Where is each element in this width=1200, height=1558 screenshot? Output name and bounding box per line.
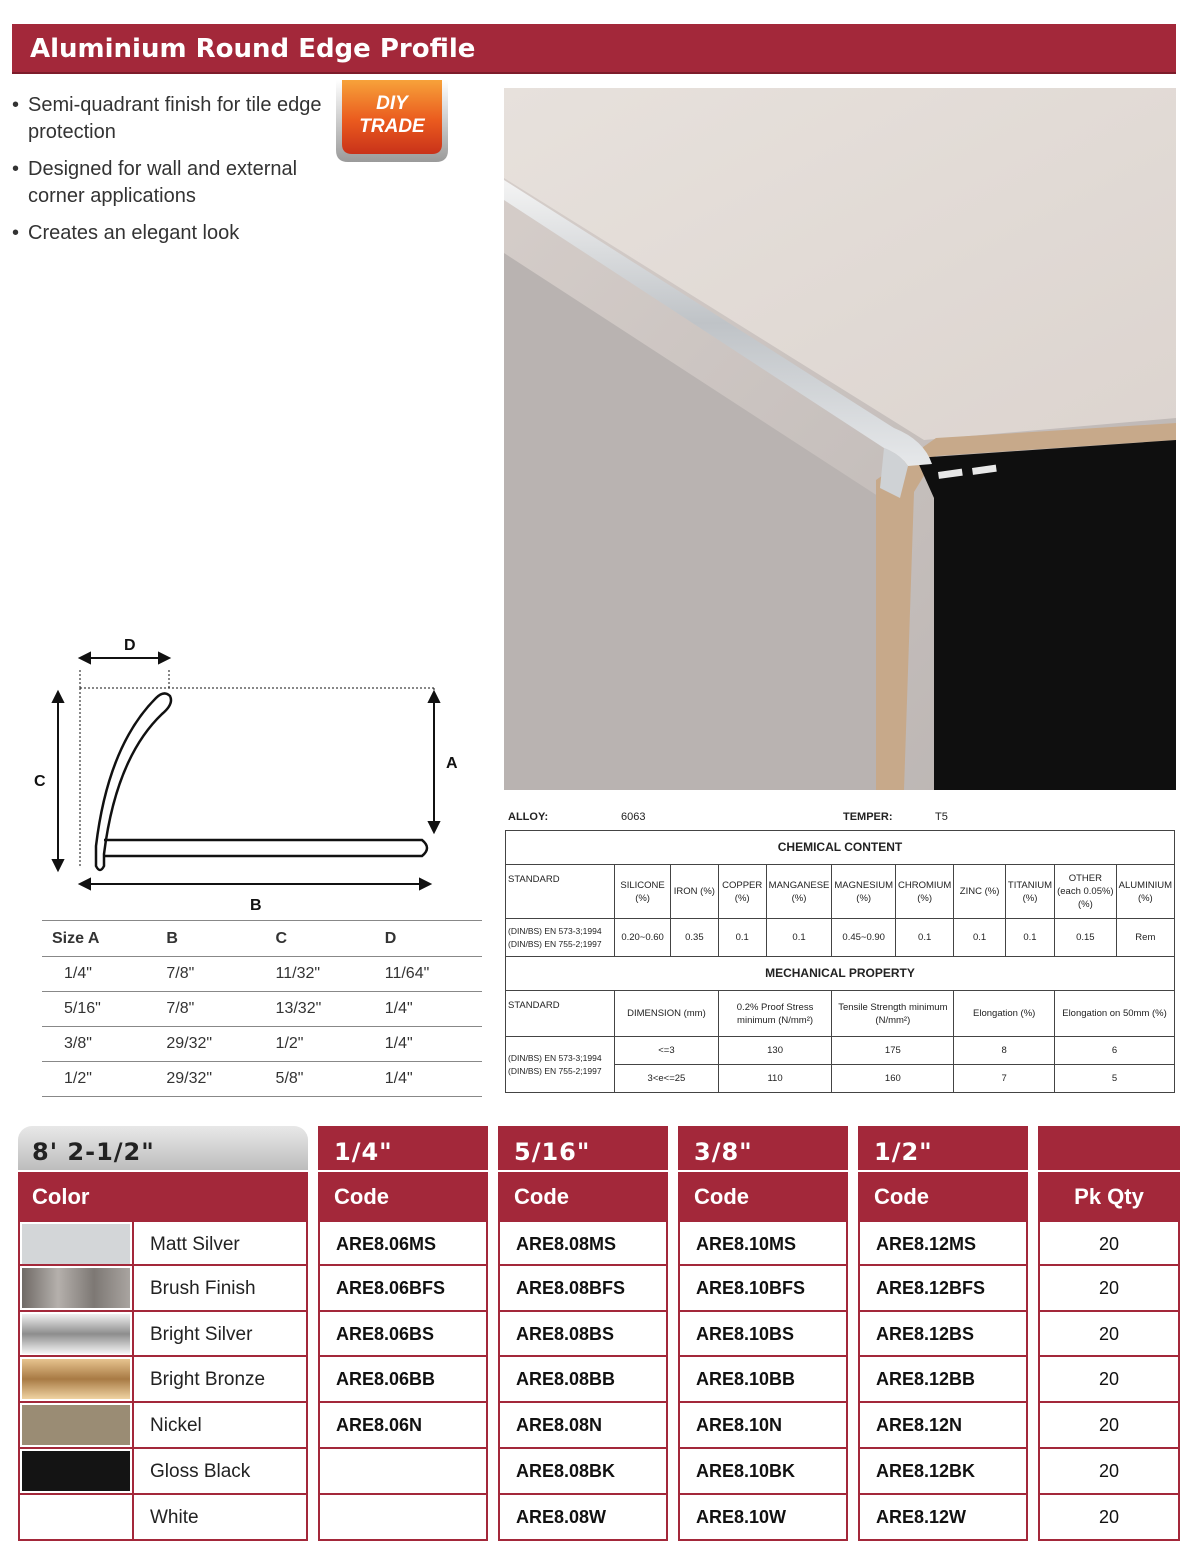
table-cell: 29/32" [156, 1062, 265, 1097]
feature-item: • Semi-quadrant finish for tile edge protection [12, 92, 332, 146]
pk-qty-cell: 20 [1038, 1449, 1180, 1495]
pk-qty-header: Pk Qty [1038, 1170, 1180, 1220]
code-cell: ARE8.08W [498, 1495, 668, 1541]
row-divider [132, 1222, 134, 1264]
chem-value: Rem [1116, 919, 1174, 957]
mech-value: 8 [954, 1037, 1055, 1065]
code-cell: ARE8.10W [678, 1495, 848, 1541]
chem-header: MANGANESE (%) [766, 865, 832, 919]
mech-value: 3<e<=25 [615, 1065, 719, 1093]
table-row [42, 992, 482, 1027]
mech-header: DIMENSION (mm) [615, 991, 719, 1037]
code-cell: ARE8.12MS [858, 1220, 1028, 1266]
alloy-label: ALLOY: [508, 811, 549, 823]
pk-qty-cell: 20 [1038, 1495, 1180, 1541]
table-row [42, 957, 482, 992]
badge-line1: DIY [376, 93, 408, 114]
temper-label: TEMPER: [843, 811, 893, 823]
chem-value: 0.1 [954, 919, 1006, 957]
mech-title: MECHANICAL PROPERTY [506, 957, 1175, 991]
chem-value: 0.45~0.90 [832, 919, 896, 957]
feature-item: • Creates an elegant look [12, 220, 332, 247]
code-cell: ARE8.08N [498, 1403, 668, 1449]
mech-value: <=3 [615, 1037, 719, 1065]
chem-header: MAGNESIUM (%) [832, 865, 896, 919]
table-cell: 1/2" [42, 1062, 156, 1097]
row-divider [132, 1403, 134, 1447]
product-photo [504, 88, 1176, 790]
code-column-3-8 [678, 1126, 848, 1541]
color-name: Bright Silver [150, 1323, 253, 1345]
mech-header: Elongation (%) [954, 991, 1055, 1037]
code-header: Code [858, 1170, 1028, 1220]
mech-value: 130 [718, 1037, 832, 1065]
table-row [42, 1027, 482, 1062]
size-table [42, 920, 482, 1097]
chem-header: ALUMINIUM (%) [1116, 865, 1174, 919]
length-label: 8' 2-1/2" [32, 1138, 155, 1166]
table-cell: 11/64" [375, 957, 482, 992]
color-swatch [22, 1497, 130, 1537]
table-cell: 7/8" [156, 992, 265, 1027]
mech-header: 0.2% Proof Stress minimum (N/mm²) [718, 991, 832, 1037]
chem-header: CHROMIUM (%) [895, 865, 953, 919]
size-header: 5/16" [498, 1126, 668, 1170]
color-row [18, 1220, 308, 1266]
code-header: Code [678, 1170, 848, 1220]
chem-value: 0.1 [895, 919, 953, 957]
code-cell: ARE8.08MS [498, 1220, 668, 1266]
code-cell: ARE8.06BFS [318, 1266, 488, 1312]
color-row [18, 1495, 308, 1541]
size-header: B [156, 921, 265, 957]
chem-header: OTHER (each 0.05%) (%) [1055, 865, 1117, 919]
table-cell: 1/4" [375, 1062, 482, 1097]
code-cell: ARE8.12BS [858, 1312, 1028, 1358]
table-row [42, 1062, 482, 1097]
size-header: 1/4" [318, 1126, 488, 1170]
chem-value: 0.35 [671, 919, 719, 957]
color-name: Gloss Black [150, 1461, 251, 1482]
color-row [18, 1449, 308, 1495]
code-column-5-16 [498, 1126, 668, 1541]
row-divider [132, 1266, 134, 1310]
size-header: 3/8" [678, 1126, 848, 1170]
code-header: Code [318, 1170, 488, 1220]
table-cell: 11/32" [266, 957, 375, 992]
code-column-1-2 [858, 1126, 1028, 1541]
chem-header: IRON (%) [671, 865, 719, 919]
code-cell: ARE8.08BFS [498, 1266, 668, 1312]
feature-item: • Designed for wall and external corner applications [12, 156, 332, 210]
row-divider [132, 1357, 134, 1401]
dim-label-b: B [250, 897, 262, 914]
badge-line2: TRADE [359, 116, 425, 137]
code-cell: ARE8.06BB [318, 1357, 488, 1403]
code-cell: ARE8.12BB [858, 1357, 1028, 1403]
profile-cross-section-diagram [24, 628, 484, 918]
spec-table [505, 830, 1175, 1093]
code-cell: ARE8.12BK [858, 1449, 1028, 1495]
code-cell: ARE8.10BFS [678, 1266, 848, 1312]
size-header: Size A [42, 921, 156, 957]
size-header: C [266, 921, 375, 957]
table-cell: 7/8" [156, 957, 265, 992]
color-swatch [22, 1359, 130, 1399]
mech-value: 110 [718, 1065, 832, 1093]
table-cell: 5/16" [42, 992, 156, 1027]
code-cell [318, 1449, 488, 1495]
chem-header: ZINC (%) [954, 865, 1006, 919]
dim-label-d: D [124, 637, 136, 654]
code-cell: ARE8.10BB [678, 1357, 848, 1403]
color-swatch [22, 1268, 130, 1308]
code-cell: ARE8.12N [858, 1403, 1028, 1449]
table-cell: 1/2" [266, 1027, 375, 1062]
table-cell: 1/4" [42, 957, 156, 992]
code-cell: ARE8.06BS [318, 1312, 488, 1358]
code-cell: ARE8.08BS [498, 1312, 668, 1358]
color-row [18, 1357, 308, 1403]
color-name: White [150, 1506, 199, 1528]
code-cell: ARE8.12W [858, 1495, 1028, 1541]
table-cell: 5/8" [266, 1062, 375, 1097]
mech-value: 175 [832, 1037, 954, 1065]
mech-value: 160 [832, 1065, 954, 1093]
mech-header: Tensile Strength minimum (N/mm²) [832, 991, 954, 1037]
pk-header-spacer [1038, 1126, 1180, 1170]
standard-label: STANDARD [506, 991, 615, 1037]
color-row [18, 1266, 308, 1312]
title-bar [12, 24, 1176, 74]
code-cell: ARE8.10BK [678, 1449, 848, 1495]
color-row [18, 1403, 308, 1449]
color-name: Bright Bronze [150, 1369, 266, 1391]
feature-list [12, 92, 332, 257]
chem-header: TITANIUM (%) [1005, 865, 1054, 919]
standard-label: STANDARD [506, 865, 615, 919]
color-swatch [22, 1405, 130, 1445]
code-cell: ARE8.08BB [498, 1357, 668, 1403]
color-name: Matt Silver [150, 1234, 240, 1255]
table-cell: 1/4" [375, 992, 482, 1027]
code-cell: ARE8.06N [318, 1403, 488, 1449]
table-cell: 29/32" [156, 1027, 265, 1062]
dim-label-c: C [34, 773, 46, 790]
size-header: 1/2" [858, 1126, 1028, 1170]
color-swatch [22, 1224, 130, 1264]
pk-qty-cell: 20 [1038, 1357, 1180, 1403]
color-column-title: Color [18, 1172, 308, 1220]
pk-qty-cell: 20 [1038, 1403, 1180, 1449]
pk-qty-cell: 20 [1038, 1220, 1180, 1266]
color-name: Nickel [150, 1415, 202, 1437]
chem-title: CHEMICAL CONTENT [506, 831, 1175, 865]
code-cell: ARE8.12BFS [858, 1266, 1028, 1312]
table-cell: 13/32" [266, 992, 375, 1027]
chem-header: SILICONE (%) [615, 865, 671, 919]
code-cell: ARE8.08BK [498, 1449, 668, 1495]
color-swatch [22, 1314, 130, 1354]
dim-label-a: A [446, 755, 458, 772]
diy-trade-badge [332, 80, 452, 164]
pk-qty-cell: 20 [1038, 1312, 1180, 1358]
chem-header: COPPER (%) [718, 865, 766, 919]
color-swatch [22, 1451, 130, 1491]
code-cell: ARE8.10N [678, 1403, 848, 1449]
size-header: D [375, 921, 482, 957]
chem-value: 0.1 [718, 919, 766, 957]
temper-value: T5 [935, 811, 948, 823]
chem-value: 0.1 [766, 919, 832, 957]
table-cell: 3/8" [42, 1027, 156, 1062]
code-cell [318, 1495, 488, 1541]
row-divider [132, 1449, 134, 1493]
color-row [18, 1312, 308, 1358]
standards-text: (DIN/BS) EN 573-3;1994 (DIN/BS) EN 755-2;1997 [506, 919, 615, 957]
mech-value: 5 [1055, 1065, 1175, 1093]
chem-value: 0.15 [1055, 919, 1117, 957]
code-header: Code [498, 1170, 668, 1220]
standards-text: (DIN/BS) EN 573-3;1994 (DIN/BS) EN 755-2;1997 [506, 1037, 615, 1093]
mech-header: Elongation on 50mm (%) [1055, 991, 1175, 1037]
row-divider [132, 1495, 134, 1539]
pack-qty-column [1038, 1126, 1180, 1541]
page-title: Aluminium Round Edge Profile [30, 34, 476, 64]
size-table-header [42, 921, 482, 957]
pk-qty-cell: 20 [1038, 1266, 1180, 1312]
table-cell: 1/4" [375, 1027, 482, 1062]
mech-value: 7 [954, 1065, 1055, 1093]
code-cell: ARE8.06MS [318, 1220, 488, 1266]
chem-value: 0.20~0.60 [615, 919, 671, 957]
code-cell: ARE8.10MS [678, 1220, 848, 1266]
chem-value: 0.1 [1005, 919, 1054, 957]
length-header [18, 1126, 308, 1170]
row-divider [132, 1312, 134, 1356]
mech-value: 6 [1055, 1037, 1175, 1065]
code-column-1-4 [318, 1126, 488, 1541]
color-name: Brush Finish [150, 1277, 256, 1299]
alloy-value: 6063 [621, 811, 646, 823]
code-cell: ARE8.10BS [678, 1312, 848, 1358]
